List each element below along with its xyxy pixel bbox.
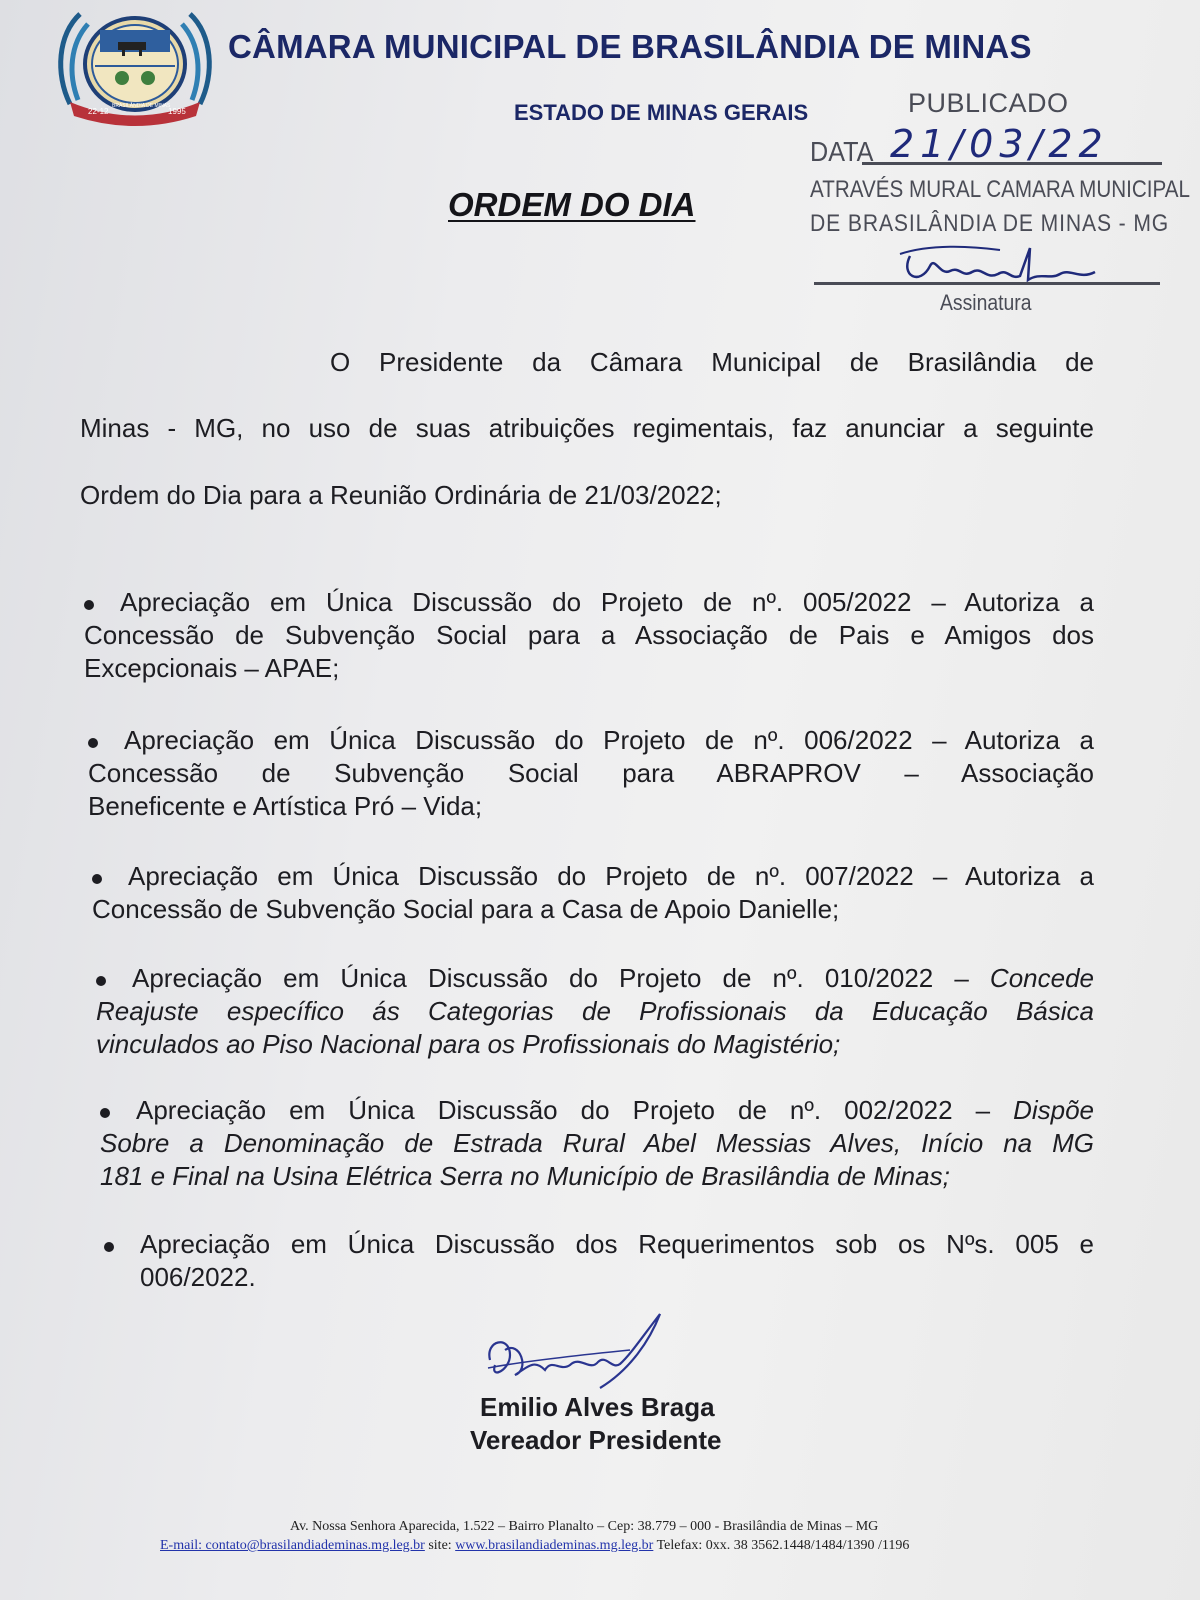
organization-state: ESTADO DE MINAS GERAIS: [514, 100, 809, 125]
stamp-signature-line: [814, 282, 1160, 285]
stamp-via-line2: DE BRASILÂNDIA DE MINAS - MG: [810, 210, 1170, 237]
item-line: Apreciação em Única Discussão do Projeto de nº. 007/2022 – Autoriza a: [128, 861, 1094, 891]
footer-address: Av. Nossa Senhora Aparecida, 1.522 – Bairro Planalto – Cep: 38.779 – 000 - Brasilândia de Minas – MG: [290, 1519, 879, 1534]
item-line: [132, 962, 1094, 995]
intro-line-2: Minas - MG, no uso de suas atribuições regimentais, faz anunciar a seguinte: [80, 413, 1094, 443]
item-line-part: Apreciação em Única Discussão do Projeto de nº. 002/2022 –: [136, 1095, 1014, 1125]
footer-site-label: site:: [424, 1538, 456, 1553]
bullet-icon: [100, 1108, 110, 1118]
document-title: ORDEM DO DIA: [448, 186, 696, 223]
organization-name: CÂMARA MUNICIPAL DE BRASILÂNDIA DE MINAS: [228, 28, 1032, 65]
bullet-icon: [92, 874, 102, 884]
item-line: Concessão de Subvenção Social para ABRAPROV – Associação: [88, 758, 1094, 788]
intro-line-3: Ordem do Dia para a Reunião Ordinária de 21/03/2022;: [80, 480, 722, 510]
item-line-italic: Dispõe: [1013, 1095, 1094, 1125]
footer-email-label: E-mail:: [160, 1538, 206, 1553]
item-line: vinculados ao Piso Nacional para os Profissionais do Magistério;: [96, 1029, 841, 1059]
footer-email-link[interactable]: contato@brasilandiademinas.mg.leg.br: [205, 1538, 425, 1553]
publication-stamp: [810, 86, 1190, 326]
bullet-icon: [84, 600, 94, 610]
item-line: Apreciação em Única Discussão dos Requerimentos sob os Nºs. 005 e: [140, 1229, 1094, 1259]
crest-date-left: 22-12: [88, 107, 109, 116]
item-line: 181 e Final na Usina Elétrica Serra no Município de Brasilândia de Minas;: [100, 1161, 950, 1191]
crest-banner: BRASILÂNDIA DE MINAS: [112, 103, 171, 109]
stamp-handwritten-signature: [890, 236, 1120, 296]
president-handwritten-signature: [480, 1310, 670, 1400]
stamp-date-value: 21/03/22: [890, 122, 1109, 166]
item-line: Apreciação em Única Discussão do Projeto de nº. 006/2022 – Autoriza a: [124, 725, 1094, 755]
bullet-icon: [96, 976, 106, 986]
item-line-italic: Concede: [989, 963, 1094, 993]
item-line: 006/2022.: [140, 1262, 256, 1292]
stamp-signature-label: Assinatura: [940, 290, 1032, 315]
footer-site-link[interactable]: www.brasilandiademinas.mg.leg.br: [455, 1538, 654, 1553]
footer-contacts: [160, 1538, 909, 1554]
item-line: [136, 1094, 1094, 1127]
stamp-via-line1: ATRAVÉS MURAL CAMARA MUNICIPAL: [810, 176, 1190, 203]
item-line: Concessão de Subvenção Social para a Casa de Apoio Danielle;: [92, 894, 840, 924]
municipal-crest-logo: [50, 4, 220, 130]
item-line: Concessão de Subvenção Social para a Associação de Pais e Amigos dos: [84, 620, 1094, 650]
stamp-date-label: DATA: [810, 136, 874, 167]
item-line: Beneficente e Artística Pró – Vida;: [88, 791, 483, 821]
item-line: Excepcionais – APAE;: [84, 653, 340, 683]
bullet-icon: [104, 1242, 114, 1252]
item-line: Reajuste específico ás Categorias de Profissionais da Educação Básica: [96, 996, 1094, 1026]
signatory-role: Vereador Presidente: [470, 1425, 722, 1455]
bullet-icon: [88, 738, 98, 748]
item-line: Sobre a Denominação de Estrada Rural Abel Messias Alves, Início na MG: [100, 1128, 1094, 1158]
signatory-name: Emilio Alves Braga: [480, 1392, 715, 1422]
stamp-published: PUBLICADO: [908, 88, 1069, 118]
item-line-part: Apreciação em Única Discussão do Projeto de nº. 010/2022 –: [132, 963, 990, 993]
item-line: Apreciação em Única Discussão do Projeto de nº. 005/2022 – Autoriza a: [120, 587, 1094, 617]
footer-phone: Telefax: 0xx. 38 3562.1448/1484/1390 /1196: [653, 1538, 910, 1553]
intro-line-1: O Presidente da Câmara Municipal de Brasilândia de: [330, 347, 1094, 377]
crest-date-right: 1995: [168, 107, 186, 116]
